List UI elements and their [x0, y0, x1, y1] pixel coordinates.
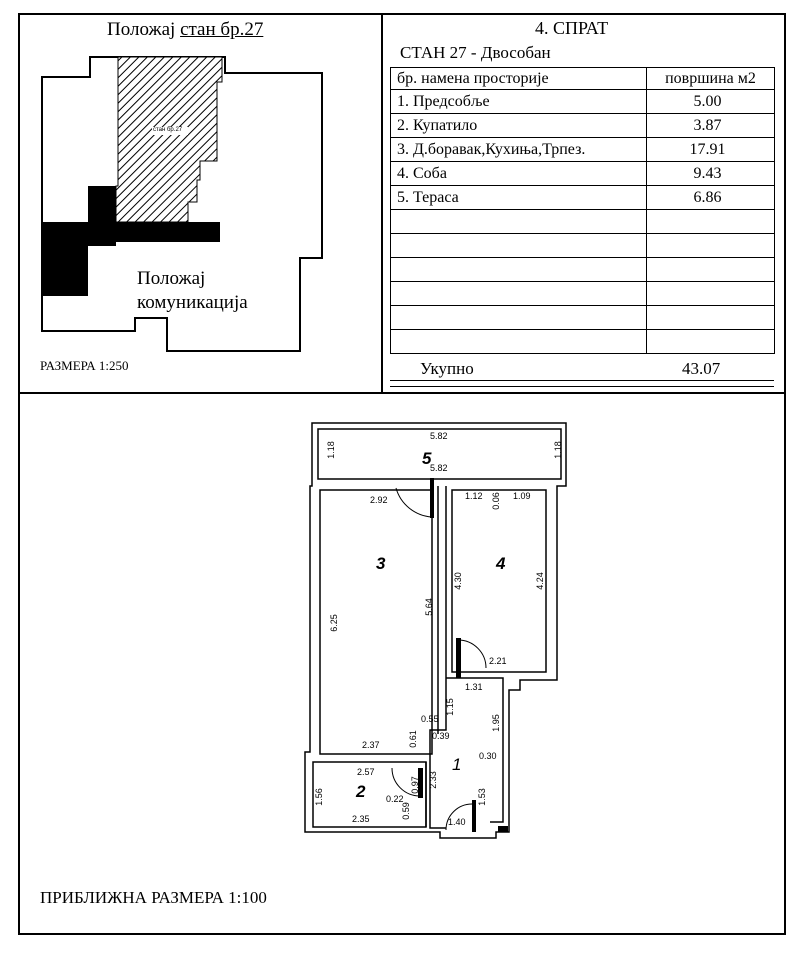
dim-bath-0-59: 0.59 — [400, 802, 411, 820]
dim-hall-top: 1.31 — [465, 682, 483, 692]
communication-label-1: Положај — [137, 268, 206, 289]
dim-hall-0-39: 0.39 — [432, 731, 450, 741]
room-name: 3. Д.боравак,Кухиња,Трпез. — [391, 138, 647, 162]
total-label: Укупно — [420, 359, 474, 378]
dim-bath-bottom: 2.35 — [352, 814, 370, 824]
room-number-3: 3 — [376, 554, 386, 573]
header-area: површина м2 — [647, 68, 775, 90]
dim-living-height: 6.25 — [328, 614, 339, 632]
room-number-1: 1 — [452, 755, 462, 774]
room-number-4: 4 — [496, 554, 506, 573]
location-title-link: стан бр.27 — [180, 19, 264, 40]
dim-bath-top: 2.57 — [357, 767, 375, 777]
dim-bath-door: 0.97 — [409, 776, 420, 794]
dim-hall-entry: 1.40 — [448, 817, 466, 827]
dim-hall-2-33: 2.33 — [427, 771, 438, 789]
dim-terrace-right: 1.18 — [552, 441, 563, 459]
dim-room4-gap: 0.06 — [490, 492, 501, 510]
dim-hall-0-55: 0.55 — [421, 714, 439, 724]
dim-hall-1-53: 1.53 — [476, 788, 487, 806]
dim-room4-door: 2.21 — [489, 656, 507, 666]
dim-terrace-inner: 5.82 — [430, 463, 448, 473]
dim-bath-0-22: 0.22 — [386, 794, 404, 804]
room-4 — [452, 490, 546, 672]
dim-room4-right: 4.24 — [534, 572, 545, 590]
plan-scale: ПРИБЛИЖНА РАЗМЕРА 1:100 — [40, 888, 267, 907]
dim-bath-left: 1.56 — [313, 788, 324, 806]
total-value: 43.07 — [682, 359, 721, 378]
dim-hall-gap: 1.15 — [444, 698, 455, 716]
apartment-name: СТАН 27 - Двособан — [400, 43, 551, 62]
dim-terrace-left: 1.18 — [325, 441, 336, 459]
dim-hall-right: 1.95 — [490, 714, 501, 732]
room-area: 3.87 — [647, 114, 775, 138]
room-name: 2. Купатило — [391, 114, 647, 138]
room-area: 5.00 — [647, 90, 775, 114]
dim-hall-0-61: 0.61 — [407, 730, 418, 748]
location-title-prefix: Положај — [107, 19, 181, 40]
header-room: бр. намена просторије — [391, 68, 647, 90]
room-name: 4. Соба — [391, 162, 647, 186]
door-room4 — [458, 640, 486, 668]
dim-room4-left: 4.30 — [452, 572, 463, 590]
room-area: 9.43 — [647, 162, 775, 186]
dim-terrace-width: 5.82 — [430, 431, 448, 441]
dim-room4-top-left: 1.12 — [465, 491, 483, 501]
dim-hall-0-30: 0.30 — [479, 751, 497, 761]
apartment-label: стан бр.27 — [153, 127, 183, 133]
location-scale: РАЗМЕРА 1:250 — [40, 358, 129, 373]
dim-living-door: 2.92 — [370, 495, 388, 505]
dim-room4-top-right: 1.09 — [513, 491, 531, 501]
room-number-2: 2 — [356, 782, 366, 801]
room-number-5: 5 — [422, 449, 432, 468]
dim-living-inner: 5.64 — [423, 598, 434, 616]
door-living — [396, 488, 432, 517]
room-name: 5. Тераса — [391, 186, 647, 210]
communication-label-2: комуникација — [137, 292, 248, 313]
room-area: 6.86 — [647, 186, 775, 210]
room-name: 1. Предсобље — [391, 90, 647, 114]
floor-label: 4. СПРАТ — [535, 18, 609, 38]
room-area: 17.91 — [647, 138, 775, 162]
dim-living-bottom: 2.37 — [362, 740, 380, 750]
